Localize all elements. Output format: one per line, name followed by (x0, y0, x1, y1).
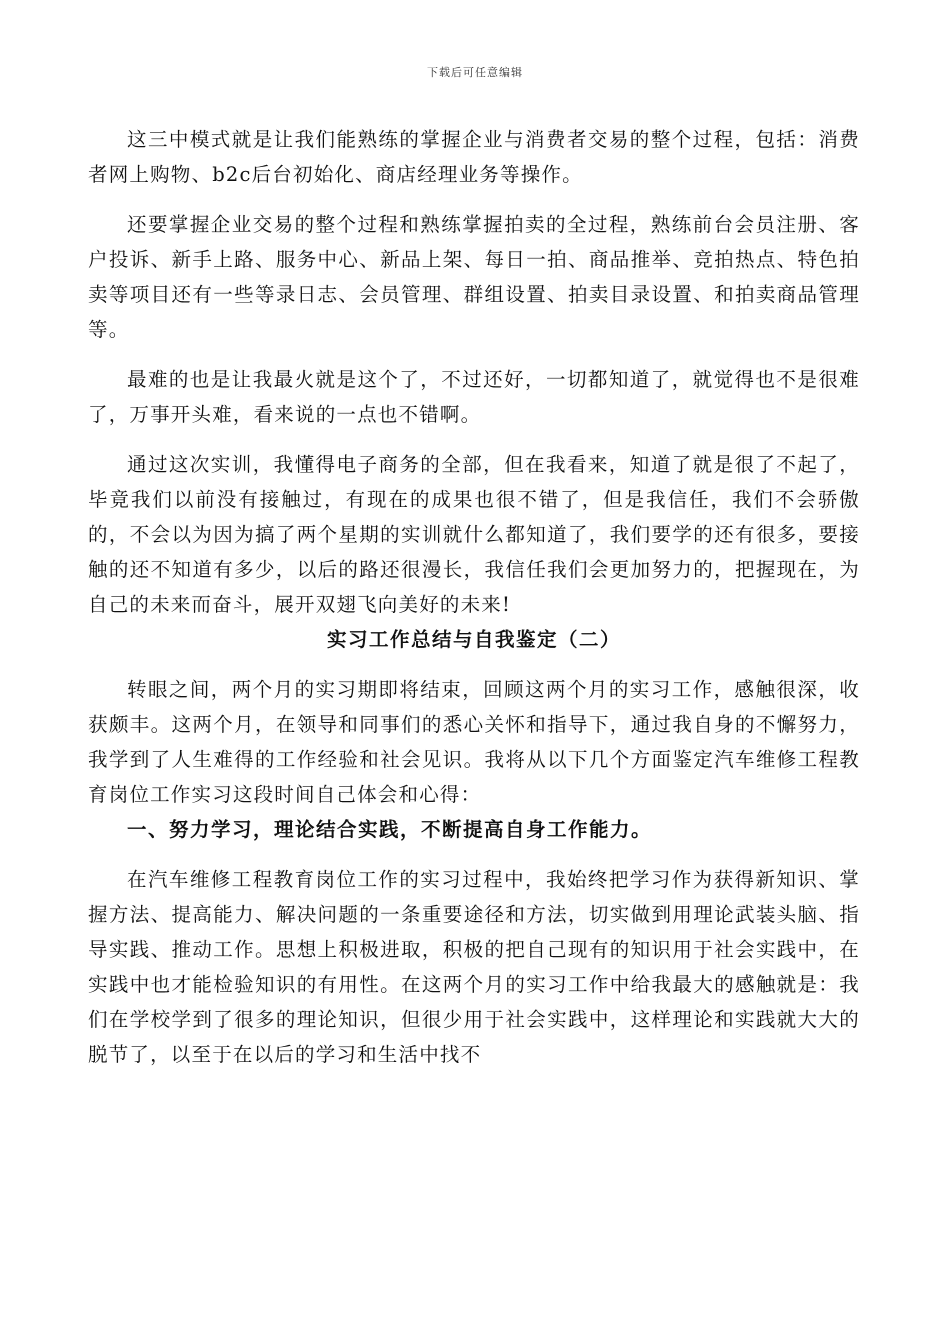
paragraph-4: 通过这次实训，我懂得电子商务的全部，但在我看来，知道了就是很了不起了，毕竟我们以前没有接触过，有现在的成果也很不错了，但是我信任，我们不会骄傲的，不会以为因为搞了两个星期的实训就什么都知道了，我们要学的还有很多，要接触的还不知道有多少，以后的路还很漫长，我信任我们会更加努力的，把握现在，为自己的未来而奋斗，展开双翅飞向美好的未来! (88, 453, 860, 616)
section-title: 实习工作总结与自我鉴定（二） (326, 628, 621, 651)
paragraph-3: 最难的也是让我最火就是这个了，不过还好，一切都知道了，就觉得也不是很难了，万事开头难，看来说的一点也不错啊。 (88, 368, 860, 426)
paragraph-1: 这三中模式就是让我们能熟练的掌握企业与消费者交易的整个过程，包括：消费者网上购物、b2c后台初始化、商店经理业务等操作。 (88, 128, 860, 186)
paragraph-2: 还要掌握企业交易的整个过程和熟练掌握拍卖的全过程，熟练前台会员注册、客户投诉、新手上路、服务中心、新品上架、每日一拍、商品推举、竞拍热点、特色拍卖等项目还有一些等录日志、会员管理、群组设置、拍卖目录设置、和拍卖商品管理等。 (88, 213, 860, 341)
paragraph-6: 在汽车维修工程教育岗位工作的实习过程中，我始终把学习作为获得新知识、掌握方法、提高能力、解决问题的一条重要途径和方法，切实做到用理论武装头脑、指导实践、推动工作。思想上积极进取，积极的把自己现有的知识用于社会实践中，在实践中也才能检验知识的有用性。在这两个月的实习工作中给我最大的感触就是：我们在学校学到了很多的理论知识，但很少用于社会实践中，这样理论和实践就大大的脱节了，以至于在以后的学习和生活中找不 (88, 868, 860, 1066)
document-body (88, 122, 860, 1072)
subsection-title: 一、努力学习，理论结合实践，不断提高自身工作能力。 (127, 818, 653, 841)
page-header: 下载后可任意编辑 (427, 66, 523, 79)
paragraph-5: 转眼之间，两个月的实习期即将结束，回顾这两个月的实习工作，感触很深，收获颇丰。这两个月，在领导和同事们的悉心关怀和指导下，通过我自身的不懈努力，我学到了人生难得的工作经验和社会见识。我将从以下几个方面鉴定汽车维修工程教育岗位工作实习这段时间自己体会和心得： (88, 678, 860, 806)
